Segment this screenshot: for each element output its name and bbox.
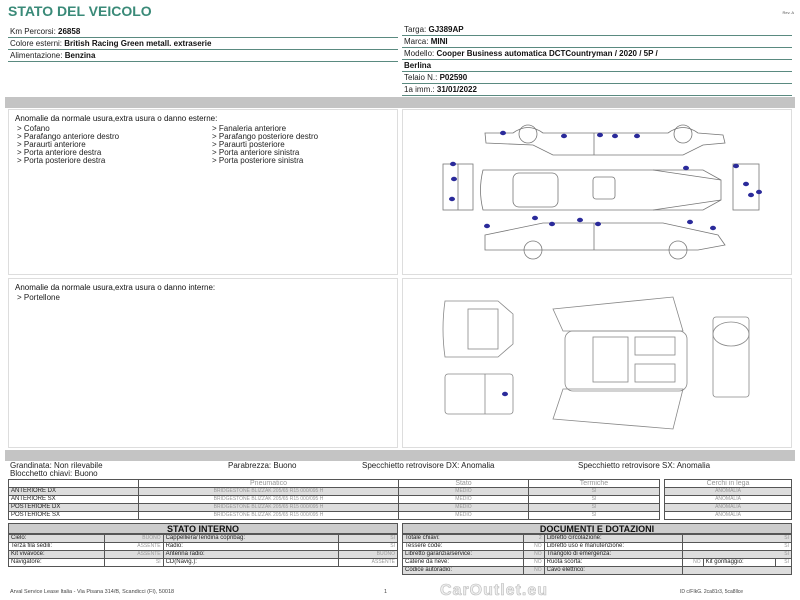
damage-marker <box>502 392 508 396</box>
info-label: Alimentazione: <box>10 51 63 60</box>
kv-row: Codice autoradio: NO Cavo elettrico: <box>403 567 792 575</box>
damage-marker <box>687 220 693 224</box>
col-header: Termiche <box>529 480 660 488</box>
kv-row: Kit vivavoce: ASSENTE Antenna radio: BUONO <box>9 551 398 559</box>
tyre-row: POSTERIORE SX BRIDGESTONE BLIZZAK 205/65 R15 000/095 H MEDIO SI <box>9 512 660 520</box>
info-row <box>8 38 398 50</box>
kv-row: Libretto garanzia/service: NO Triangolo di emergenza: SI <box>403 551 792 559</box>
damage-marker <box>597 133 603 137</box>
rim-row: ANOMALIA <box>665 504 792 512</box>
damage-item: > Paraurti anteriore <box>17 140 86 149</box>
info-row <box>8 26 398 38</box>
info-row <box>402 36 792 48</box>
damage-item: > Cofano <box>17 124 50 133</box>
specchietto-sx: Specchietto retrovisore SX: Anomalia <box>578 461 711 470</box>
col-header: Pneumatico <box>139 480 399 488</box>
damage-marker <box>577 218 583 222</box>
external-damage-panel <box>8 109 398 275</box>
damage-marker <box>710 226 716 230</box>
rims-table <box>664 479 792 520</box>
damage-item: > Porta posteriore sinistra <box>212 156 304 165</box>
info-value: Benzina <box>64 51 96 60</box>
damage-item: > Porta anteriore sinistra <box>212 148 300 157</box>
damage-marker <box>500 131 506 135</box>
grandinata: Grandinata: Non rilevabile Blocchetto chiavi: Buono <box>10 461 103 478</box>
damage-marker <box>595 222 601 226</box>
kv-row: Cielo: BUONO Cappelliera/Tendina copribag: SI <box>9 535 398 543</box>
damage-marker <box>549 222 555 226</box>
internal-damage-panel <box>8 278 398 448</box>
damage-list-col1 <box>17 125 212 165</box>
tyre-row: ANTERIORE DX BRIDGESTONE BLIZZAK 205/65 R15 000/095 H MEDIO SI <box>9 488 660 496</box>
vehicle-info-left <box>8 26 398 62</box>
damage-marker <box>733 164 739 168</box>
info-label: Modello: <box>404 49 435 58</box>
col-header: Stato <box>399 480 529 488</box>
rim-row: ANOMALIA <box>665 512 792 520</box>
col-header: Cerchi in lega <box>665 480 792 488</box>
kv-row: Totale chiavi: 2 Libretto circolazione: SI <box>403 535 792 543</box>
damage-marker <box>451 177 457 181</box>
info-row <box>402 72 792 84</box>
stato-interno-table <box>8 523 398 567</box>
damage-marker <box>561 134 567 138</box>
section-divider <box>5 450 795 461</box>
tyre-row: ANTERIORE SX BRIDGESTONE BLIZZAK 205/65 R15 000/095 H MEDIO SI <box>9 496 660 504</box>
page-title: STATO DEL VEICOLO <box>8 3 152 19</box>
rim-row: ANOMALIA <box>665 496 792 504</box>
damage-marker <box>743 182 749 186</box>
kv-row: Tessere code: NO Libretto uso e manutenzione: SI <box>403 543 792 551</box>
exterior-diagram <box>402 109 792 275</box>
tyre-row: POSTERIORE DX BRIDGESTONE BLIZZAK 205/65 R15 000/095 H MEDIO SI <box>9 504 660 512</box>
damage-marker <box>612 134 618 138</box>
revision: Rev. A <box>782 10 794 15</box>
document-id: ID c/FIkG. 2ca81r3, 5ca8llce <box>680 589 744 595</box>
internal-damage-title: Anomalie da normale usura,extra usura o danno interne: <box>15 283 216 292</box>
info-label: Km Percorsi: <box>10 27 56 36</box>
interior-diagram <box>402 278 792 448</box>
info-row <box>8 50 398 62</box>
info-value: Berlina <box>404 61 432 70</box>
stato-interno-title: STATO INTERNO <box>8 523 398 534</box>
damage-marker <box>449 197 455 201</box>
documenti-table <box>402 523 792 575</box>
parabrezza: Parabrezza: Buono <box>228 461 297 470</box>
info-row <box>402 60 792 72</box>
damage-marker <box>532 216 538 220</box>
damage-item: > Fanaleria anteriore <box>212 124 287 133</box>
documenti-title: DOCUMENTI E DOTAZIONI <box>402 523 792 534</box>
info-value: British Racing Green metall. extraserie <box>64 39 212 48</box>
info-row <box>402 48 792 60</box>
vehicle-info-right <box>402 24 792 96</box>
info-value: P02590 <box>439 73 468 82</box>
specchietto-dx: Specchietto retrovisore DX: Anomalia <box>362 461 495 470</box>
info-row <box>402 84 792 96</box>
info-value: 26858 <box>58 27 81 36</box>
damage-marker <box>484 224 490 228</box>
info-label: Marca: <box>404 37 429 46</box>
info-label: Telaio N.: <box>404 73 438 82</box>
damage-marker <box>634 134 640 138</box>
info-value: MINI <box>430 37 448 46</box>
info-value: GJ389AP <box>428 25 464 34</box>
section-divider <box>5 97 795 108</box>
damage-item: > Parafango anteriore destro <box>17 132 120 141</box>
damage-marker <box>748 193 754 197</box>
info-label: 1a imm.: <box>404 85 435 94</box>
rim-row: ANOMALIA <box>665 488 792 496</box>
footer-address: Arval Service Lease Italia - Via Pisana 314/B, Scandicci (FI), 50018 <box>10 589 175 595</box>
damage-marker <box>683 166 689 170</box>
damage-list-col2 <box>212 125 407 165</box>
info-row <box>402 24 792 36</box>
damage-marker <box>450 162 456 166</box>
damage-item: > Parafango posteriore destro <box>212 132 319 141</box>
kv-row: Catene da neve: NO Ruota scorta: NO Kit gonfiaggio: SI <box>403 559 792 567</box>
info-value: 31/01/2022 <box>436 85 477 94</box>
damage-item: > Porta posteriore destra <box>17 156 106 165</box>
kv-row: Navigatore: SI CD(Navig.): ASSENTE <box>9 559 398 567</box>
kv-row: Terza fila sedili: ASSENTE Radio: SI <box>9 543 398 551</box>
page-number: 1 <box>384 589 388 595</box>
info-label: Colore esterni: <box>10 39 63 48</box>
watermark-logo: CarOutlet.eu <box>440 582 549 599</box>
damage-item: > Paraurti posteriore <box>212 140 285 149</box>
info-label: Targa: <box>404 25 427 34</box>
info-value: Cooper Business automatica DCTCountryman / 2020 / 5P / <box>436 49 658 58</box>
tyres-table <box>8 479 660 520</box>
internal-damage-item: > Portellone <box>17 293 60 302</box>
damage-item: > Porta anteriore destra <box>17 148 102 157</box>
damage-marker <box>756 190 762 194</box>
external-damage-title: Anomalie da normale usura,extra usura o danno esterne: <box>15 114 218 123</box>
